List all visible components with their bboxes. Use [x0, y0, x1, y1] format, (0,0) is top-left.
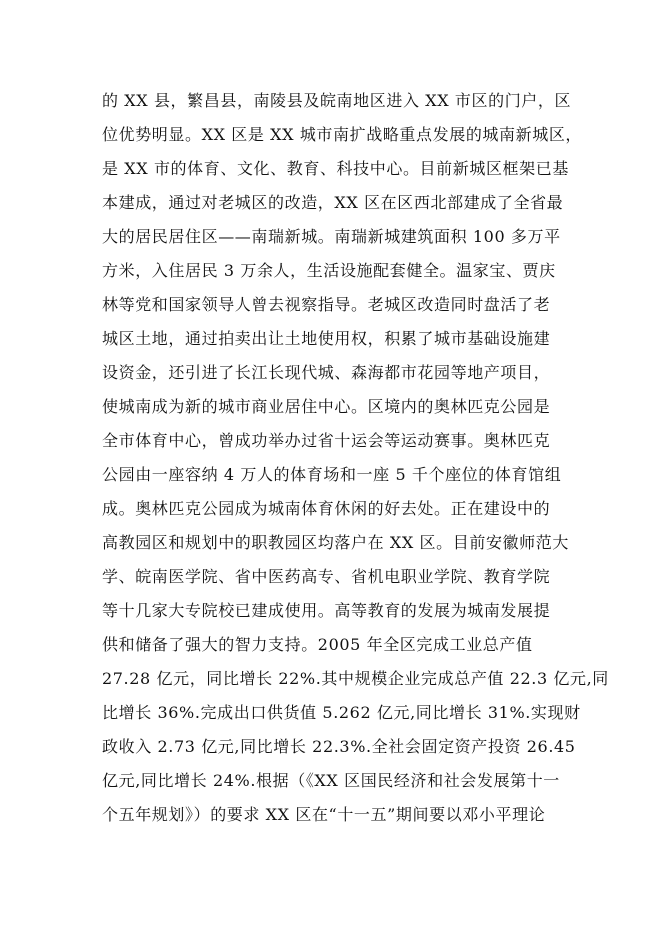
text-line: 方米，入住居民 3 万余人，生活设施配套健全。温家宝、贾庆 — [102, 261, 556, 280]
text-line: 学、皖南医学院、省中医药高专、省机电职业学院、教育学院 — [102, 567, 551, 586]
text-line: 公园由一座容纳 4 万人的体育场和一座 5 千个座位的体育馆组 — [102, 465, 562, 484]
text-line: 城区土地，通过拍卖出让土地使用权，积累了城市基础设施建 — [102, 329, 551, 348]
text-line: 的 XX 县，繁昌县，南陵县及皖南地区进入 XX 市区的门户，区 — [102, 91, 572, 110]
document-body — [102, 84, 609, 832]
text-line: 个五年规划》）的要求 XX 区在“十一五”期间要以邓小平理论 — [102, 805, 546, 824]
text-line: 27.28 亿元，同比增长 22%.其中规模企业完成总产值 22.3 亿元,同 — [102, 669, 609, 688]
text-line: 是 XX 市的体育、文化、教育、科技中心。目前新城区框架已基 — [102, 159, 569, 178]
text-line: 林等党和国家领导人曾去视察指导。老城区改造同时盘活了老 — [102, 295, 551, 314]
text-line: 大的居民居住区——南瑞新城。南瑞新城建筑面积 100 多万平 — [102, 227, 561, 246]
text-line: 高教园区和规划中的职教园区均落户在 XX 区。目前安徽师范大 — [102, 533, 569, 552]
text-line: 本建成，通过对老城区的改造，XX 区在区西北部建成了全省最 — [102, 193, 564, 212]
text-line: 比增长 36%.完成出口供货值 5.262 亿元,同比增长 31%.实现财 — [102, 703, 581, 722]
text-line: 设资金，还引进了长江长现代城、森海都市花园等地产项目， — [102, 363, 551, 382]
text-line: 使城南成为新的城市商业居住中心。区境内的奥林匹克公园是 — [102, 397, 551, 416]
text-line: 供和储备了强大的智力支持。2005 年全区完成工业总产值 — [102, 635, 533, 654]
text-line: 等十几家大专院校已建成使用。高等教育的发展为城南发展提 — [102, 601, 551, 620]
text-line: 成。奥林匹克公园成为城南体育休闲的好去处。正在建设中的 — [102, 499, 551, 518]
text-line: 政收入 2.73 亿元,同比增长 22.3%.全社会固定资产投资 26.45 — [102, 737, 576, 756]
text-line: 亿元,同比增长 24%.根据（《XX 区国民经济和社会发展第十一 — [102, 771, 560, 790]
text-line: 全市体育中心，曾成功举办过省十运会等运动赛事。奥林匹克 — [102, 431, 551, 450]
text-line: 位优势明显。XX 区是 XX 城市南扩战略重点发展的城南新城区， — [102, 125, 583, 144]
